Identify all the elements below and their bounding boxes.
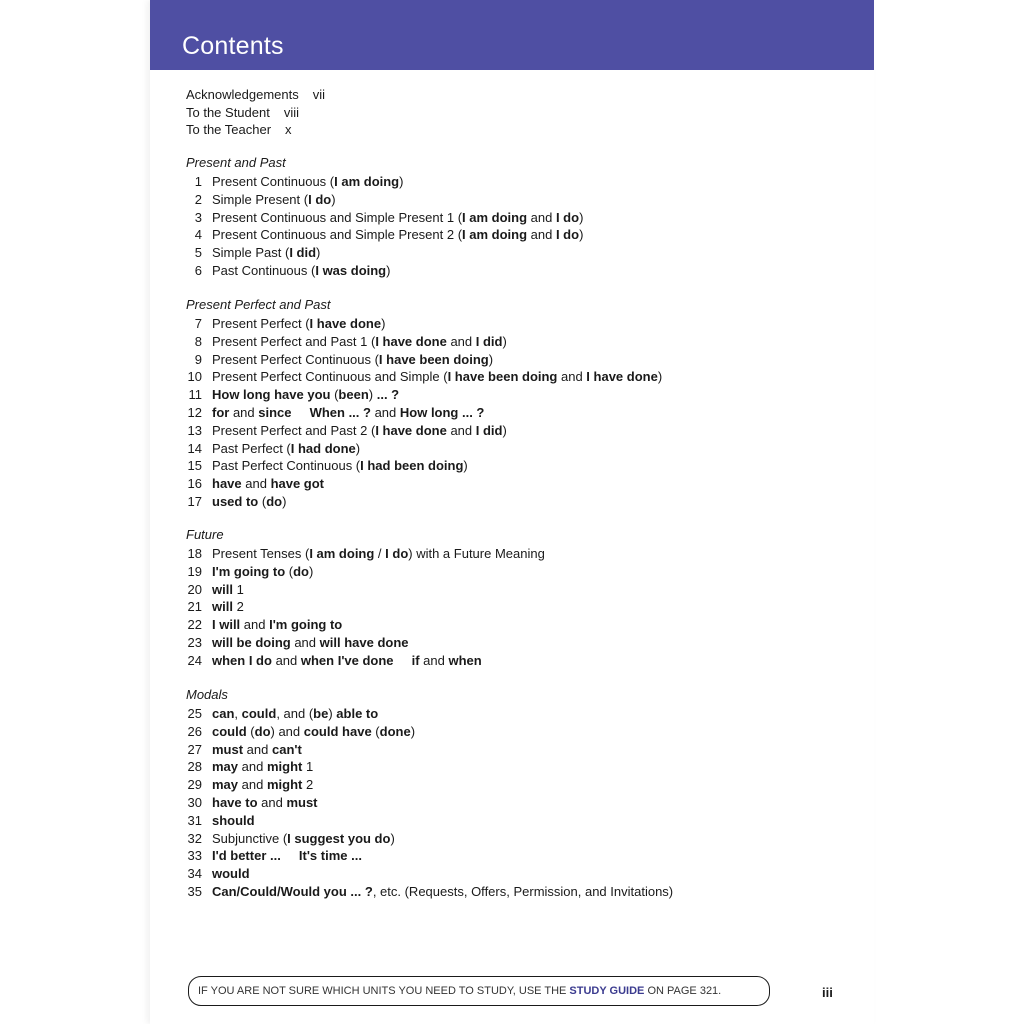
unit-title-bold-part: when — [448, 652, 482, 668]
unit-title-part: ) — [386, 262, 391, 278]
unit-title-part: and — [238, 777, 267, 793]
unit-title-part: Present Perfect ( — [212, 316, 310, 331]
unit-title-bold-part: have — [212, 476, 242, 492]
unit-title — [212, 634, 409, 652]
unit-title — [212, 209, 583, 227]
front-matter-page: viii — [283, 104, 300, 120]
unit-title-part: ( — [246, 723, 255, 739]
unit-title-bold-part: can't — [271, 741, 302, 757]
toc-entry[interactable] — [186, 457, 468, 475]
unit-title — [212, 351, 493, 369]
unit-title-part: ) — [399, 174, 404, 189]
study-guide-note — [188, 976, 770, 1006]
front-matter-page: x — [285, 122, 292, 137]
unit-title-bold-part: done — [379, 723, 411, 739]
toc-entry[interactable] — [186, 226, 584, 244]
section-title: Present Perfect and Past — [186, 297, 331, 312]
unit-title-part: , and ( — [276, 706, 314, 721]
unit-title-part: Past Continuous ( — [212, 262, 316, 278]
section-title: Future — [186, 527, 224, 542]
toc-entry[interactable] — [186, 634, 409, 652]
unit-title-part: and — [446, 422, 476, 438]
unit-title-bold-part: I am doing — [334, 174, 400, 189]
unit-title — [212, 883, 673, 901]
unit-title-bold-part: I have been doing — [447, 369, 558, 385]
unit-title-bold-part: I have been doing — [378, 351, 489, 367]
unit-title-bold-part: It's time ... — [298, 848, 362, 864]
unit-title-part: Present Continuous ( — [212, 174, 335, 189]
unit-title-bold-part: I will — [212, 617, 241, 633]
unit-number: 34 — [187, 866, 202, 882]
unit-title-part: and — [290, 634, 320, 650]
unit-title-bold-part: might — [266, 759, 303, 775]
unit-title-part: Present Continuous and Simple Present 2 ( — [212, 227, 463, 243]
unit-number: 28 — [187, 759, 202, 775]
section-present-and-past — [186, 154, 584, 280]
toc-entry[interactable] — [186, 723, 416, 741]
unit-title-bold-part: I do — [308, 191, 332, 207]
unit-title — [212, 758, 313, 776]
unit-title — [212, 440, 360, 458]
unit-title-bold-part: must — [212, 741, 244, 757]
front-matter-item[interactable] — [186, 86, 325, 104]
unit-title — [212, 475, 324, 493]
unit-title-part: ) — [657, 369, 663, 385]
unit-title-part: ) with a Future Meaning — [408, 546, 545, 561]
unit-title-bold-part: I did — [475, 333, 503, 349]
toc-entry[interactable] — [186, 545, 545, 563]
unit-title-part: and — [240, 617, 270, 633]
unit-number: 33 — [187, 848, 202, 864]
unit-number: 10 — [187, 369, 202, 385]
front-matter-list — [186, 86, 325, 139]
unit-number: 8 — [194, 333, 202, 349]
unit-title-part: Present Continuous and Simple Present 1 ( — [212, 209, 463, 225]
toc-entry[interactable] — [186, 173, 404, 191]
unit-title-part: 1 — [232, 581, 244, 597]
unit-title — [212, 315, 385, 333]
unit-title-bold-part: do — [266, 493, 283, 509]
unit-title — [212, 830, 395, 848]
unit-title-bold-part: should — [212, 812, 255, 828]
unit-title-bold-part: I have done — [375, 422, 447, 438]
unit-number: 3 — [194, 209, 202, 225]
unit-title-part: ) — [502, 422, 507, 438]
toc-entry[interactable] — [186, 333, 507, 351]
unit-title-part: Present Perfect and Past 1 ( — [212, 333, 376, 349]
unit-title — [212, 386, 399, 404]
unit-title-bold-part: have got — [270, 476, 325, 492]
unit-title — [212, 847, 362, 865]
unit-title-bold-part: ... ? — [376, 387, 400, 403]
toc-entry[interactable] — [186, 315, 386, 333]
toc-entry[interactable] — [186, 581, 244, 599]
toc-entry[interactable] — [186, 616, 343, 634]
unit-title-bold-part: I have done — [375, 333, 447, 349]
unit-title-bold-part: I am doing — [309, 546, 375, 561]
unit-title — [212, 598, 244, 616]
unit-number: 14 — [187, 440, 202, 456]
unit-title-bold-part: I did — [475, 422, 503, 438]
unit-title-bold-part: I have done — [309, 316, 382, 331]
unit-title-part — [292, 405, 310, 420]
unit-number: 12 — [187, 404, 202, 420]
unit-title-bold-part: must — [286, 794, 318, 810]
unit-title — [212, 368, 662, 386]
unit-title-bold-part: I am doing — [462, 209, 528, 225]
unit-number: 11 — [188, 387, 202, 403]
unit-title — [212, 422, 507, 440]
unit-number: 13 — [187, 422, 202, 438]
unit-title-part: ) — [328, 706, 337, 721]
section-present-perfect-and-past — [186, 296, 663, 511]
unit-title-bold-part: I have done — [586, 369, 658, 385]
unit-title-bold-part: used to — [212, 493, 259, 509]
toc-entry[interactable] — [186, 830, 395, 848]
toc-entry[interactable] — [186, 244, 321, 262]
unit-title — [212, 581, 244, 599]
unit-title-part: ) — [488, 351, 494, 367]
unit-title-bold-part: I am doing — [462, 227, 528, 243]
page-number: iii — [822, 985, 833, 1000]
unit-title-part: ) — [579, 227, 584, 243]
unit-title-part: and — [370, 404, 400, 420]
unit-title-part: 2 — [232, 599, 244, 615]
unit-title — [212, 493, 286, 511]
unit-number: 18 — [187, 546, 202, 561]
unit-number: 5 — [194, 245, 202, 261]
unit-title — [212, 865, 250, 883]
unit-title-bold-part: I was doing — [315, 262, 387, 278]
unit-number: 19 — [187, 563, 202, 579]
unit-number: 4 — [194, 227, 202, 243]
unit-title-bold-part: Can/Could/Would you ... ? — [212, 883, 373, 899]
unit-title-bold-part: I did — [289, 245, 317, 261]
unit-title-bold-part: I had been doing — [360, 458, 464, 474]
unit-title-part: ( — [285, 563, 294, 579]
unit-number: 2 — [194, 191, 202, 207]
unit-title-bold-part: When ... ? — [309, 404, 371, 420]
study-guide-text-after: ON PAGE 321. — [644, 985, 722, 997]
unit-title-bold-part: may — [212, 777, 239, 793]
unit-number: 21 — [187, 599, 202, 615]
toc-entry[interactable] — [186, 776, 314, 794]
unit-title-bold-part: I do — [385, 546, 409, 561]
unit-title-part: Simple Past ( — [212, 245, 290, 261]
unit-title-bold-part: if — [411, 652, 420, 668]
unit-title-bold-part: when I do — [212, 652, 272, 668]
toc-entry[interactable] — [186, 812, 255, 830]
toc-entry[interactable] — [186, 883, 674, 901]
unit-title-bold-part: I'm going to — [269, 617, 343, 633]
unit-title-bold-part: I'd better ... — [212, 848, 281, 864]
unit-title — [212, 652, 482, 670]
section-title: Present and Past — [186, 155, 286, 170]
toc-entry[interactable] — [186, 652, 482, 670]
unit-title-part: ) and — [270, 723, 304, 739]
toc-entry[interactable] — [186, 368, 663, 386]
unit-title-bold-part: do — [254, 723, 271, 739]
unit-title — [212, 191, 336, 209]
toc-entry[interactable] — [186, 209, 584, 227]
unit-number: 35 — [187, 883, 202, 899]
unit-title-bold-part: will — [212, 599, 233, 615]
unit-title — [212, 563, 313, 581]
unit-number: 32 — [187, 830, 202, 846]
unit-title-part: ) — [381, 316, 386, 331]
unit-title-bold-part: could — [241, 706, 277, 721]
study-guide-link[interactable]: STUDY GUIDE — [569, 985, 645, 997]
unit-title-bold-part: able to — [336, 706, 379, 721]
unit-title-part: ) — [331, 191, 336, 207]
toc-entry[interactable] — [186, 191, 336, 209]
unit-title-part: Present Perfect Continuous and Simple ( — [212, 369, 448, 385]
toc-entry[interactable] — [186, 563, 314, 581]
unit-title-bold-part: could have — [303, 723, 372, 739]
unit-title-bold-part: I do — [555, 227, 580, 243]
unit-number: 1 — [194, 174, 202, 189]
unit-title — [212, 457, 468, 475]
unit-title — [212, 244, 320, 262]
unit-title-bold-part: I'm going to — [212, 563, 286, 579]
unit-number: 17 — [187, 493, 202, 509]
front-matter-label: Acknowledgements — [186, 87, 299, 102]
study-guide-text-before: IF YOU ARE NOT SURE WHICH UNITS YOU NEED TO STUDY, USE THE — [198, 985, 570, 997]
front-matter-item[interactable] — [186, 121, 325, 139]
unit-number: 26 — [187, 723, 202, 739]
toc-entry[interactable] — [186, 440, 361, 458]
book-page — [150, 0, 874, 1024]
unit-title-part: / — [374, 546, 386, 561]
toc-entry[interactable] — [186, 386, 400, 404]
unit-title-bold-part: be — [313, 706, 329, 721]
unit-title-part: Subjunctive ( — [212, 830, 288, 846]
toc-entry[interactable] — [186, 865, 250, 883]
unit-number: 9 — [194, 351, 202, 367]
unit-title — [212, 333, 507, 351]
unit-title-part: Simple Present ( — [212, 191, 309, 207]
unit-title-part: ) — [368, 387, 377, 403]
unit-title-bold-part: will have done — [319, 634, 409, 650]
page-title: Contents — [182, 32, 284, 60]
toc-entry[interactable] — [186, 847, 362, 865]
toc-entry[interactable] — [186, 475, 331, 493]
unit-title-part: and — [446, 333, 476, 349]
unit-number: 24 — [187, 652, 202, 668]
unit-number: 16 — [187, 476, 202, 492]
unit-title-part: ) — [308, 563, 314, 579]
unit-title-bold-part: do — [293, 563, 309, 579]
unit-title — [212, 705, 378, 723]
unit-title-bold-part: will — [212, 581, 233, 597]
unit-title-bold-part: I suggest you do — [287, 830, 391, 846]
unit-title-part: Past Perfect Continuous ( — [212, 458, 361, 474]
unit-title-part: ( — [258, 493, 267, 509]
unit-title-part: and — [527, 227, 556, 243]
front-matter-item[interactable] — [186, 104, 325, 122]
unit-title — [212, 173, 403, 191]
unit-title-bold-part: since — [258, 404, 292, 420]
unit-title-part: Present Perfect and Past 2 ( — [212, 422, 376, 438]
unit-title-bold-part: can — [212, 706, 235, 721]
unit-title-bold-part: been — [338, 387, 369, 403]
unit-title — [212, 776, 313, 794]
unit-number: 29 — [187, 777, 202, 793]
section-modals — [186, 686, 674, 901]
unit-title-part: ) — [463, 458, 468, 474]
unit-title-bold-part: for — [212, 404, 230, 420]
contents-header-bar — [150, 0, 874, 70]
unit-title-part: ( — [371, 723, 380, 739]
unit-title-part: ( — [330, 387, 339, 403]
unit-title-part: ) — [355, 440, 361, 456]
unit-title-part: , etc. (Requests, Offers, Permission, and Invitations) — [372, 883, 674, 899]
unit-title — [212, 545, 545, 563]
unit-number: 20 — [187, 581, 202, 597]
unit-title-part: and — [257, 794, 287, 810]
unit-title-bold-part: How long ... ? — [399, 404, 485, 420]
unit-title-bold-part: might — [266, 777, 303, 793]
unit-title — [212, 794, 318, 812]
unit-number: 6 — [194, 262, 202, 278]
unit-title-part: , — [234, 706, 242, 721]
unit-title-part: and — [238, 759, 267, 775]
unit-title-part: ) — [579, 209, 584, 225]
unit-title-bold-part: when I've done — [300, 652, 394, 668]
toc-entry[interactable] — [186, 422, 507, 440]
unit-title — [212, 812, 255, 830]
unit-title-part: and — [419, 652, 449, 668]
unit-number: 25 — [187, 706, 202, 721]
unit-title-part — [394, 653, 412, 668]
front-matter-page: vii — [312, 87, 326, 102]
toc-entry[interactable] — [186, 351, 494, 369]
unit-title-part: ) — [410, 723, 416, 739]
toc-entry[interactable] — [186, 493, 331, 511]
toc-entry[interactable] — [186, 262, 391, 280]
unit-title-part: ) — [316, 245, 321, 261]
unit-title-bold-part: I do — [555, 209, 580, 225]
unit-title-part: and — [271, 652, 301, 668]
section-future — [186, 526, 545, 670]
unit-title-bold-part: would — [212, 866, 250, 882]
unit-title-part: ) — [502, 333, 507, 349]
unit-number: 30 — [187, 794, 202, 810]
unit-number: 31 — [187, 812, 202, 828]
unit-title — [212, 616, 342, 634]
toc-entry[interactable] — [186, 705, 379, 723]
unit-title-bold-part: will be doing — [212, 634, 291, 650]
unit-title — [212, 262, 390, 280]
section-title: Modals — [186, 687, 228, 702]
unit-title-part: and — [527, 209, 556, 225]
unit-number: 7 — [194, 316, 202, 331]
unit-title — [212, 226, 583, 244]
toc-entry[interactable] — [186, 794, 318, 812]
unit-title-part: Past Perfect ( — [212, 440, 291, 456]
unit-title — [212, 404, 484, 422]
unit-number: 22 — [187, 617, 202, 633]
unit-title-part: 1 — [302, 759, 314, 775]
unit-title-bold-part: may — [212, 759, 239, 775]
unit-title-part: and — [243, 741, 272, 757]
unit-title-part: ) — [390, 830, 395, 846]
toc-entry[interactable] — [186, 741, 302, 759]
unit-title-part: and — [241, 476, 271, 492]
toc-entry[interactable] — [186, 598, 244, 616]
unit-title — [212, 723, 415, 741]
unit-title — [212, 741, 302, 759]
front-matter-label: To the Student — [186, 104, 270, 120]
unit-title-part: Present Perfect Continuous ( — [212, 351, 379, 367]
unit-title-bold-part: How long have you — [212, 387, 331, 403]
unit-title-bold-part: have to — [212, 794, 258, 810]
unit-title-part: and — [557, 369, 587, 385]
unit-title-part: Present Tenses ( — [212, 546, 310, 561]
unit-number: 27 — [187, 741, 202, 757]
toc-entry[interactable] — [186, 758, 314, 776]
unit-title-part — [281, 848, 299, 863]
toc-entry[interactable] — [186, 404, 485, 422]
unit-number: 23 — [187, 634, 202, 650]
study-guide-text — [198, 985, 721, 997]
unit-title-bold-part: I had done — [290, 440, 356, 456]
unit-number: 15 — [187, 458, 202, 474]
unit-title-part: ) — [282, 493, 287, 509]
unit-title-bold-part: could — [212, 723, 247, 739]
unit-title-part: and — [229, 404, 259, 420]
unit-title-part: 2 — [302, 777, 314, 793]
front-matter-label: To the Teacher — [186, 122, 272, 137]
